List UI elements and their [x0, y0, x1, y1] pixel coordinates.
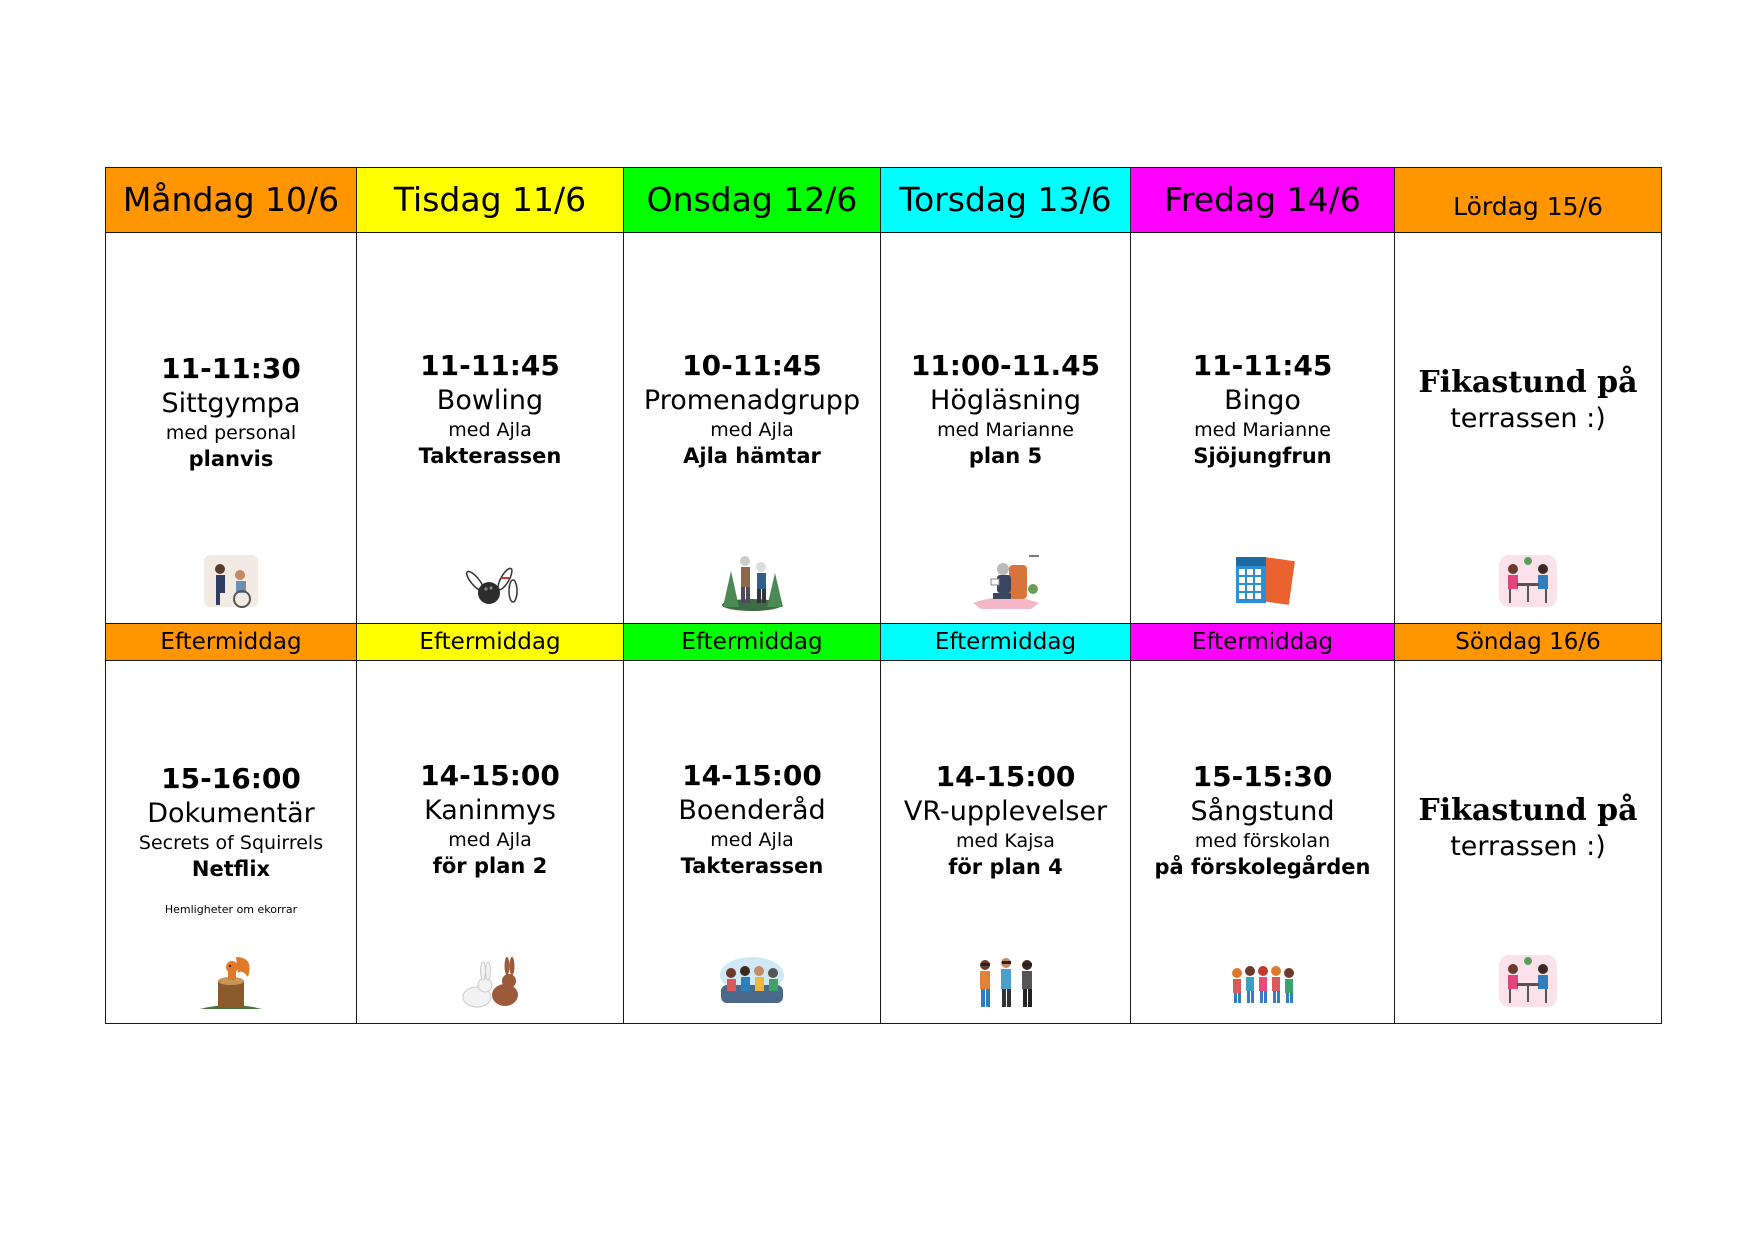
activity-place: plan 5: [968, 444, 1043, 468]
activity-place: Takterassen: [680, 854, 824, 878]
activity-place: Takterassen: [418, 444, 562, 468]
activity-place: Netflix: [191, 857, 271, 881]
section-label: Eftermiddag: [419, 629, 561, 655]
activity-host: med Kajsa: [956, 830, 1055, 852]
section-label: Eftermiddag: [1191, 629, 1334, 655]
vr-headset-people-icon: [971, 951, 1041, 1011]
activity-block: [106, 761, 356, 916]
activity-host: Secrets of Squirrels: [138, 832, 324, 854]
activity-host: med Marianne: [1194, 419, 1331, 441]
activity-name: Bingo: [1224, 385, 1301, 416]
activity-block: [1395, 363, 1661, 435]
section-label: Eftermiddag: [681, 629, 823, 655]
afternoon-header-row: [106, 624, 1662, 661]
day-header-tuesday: [357, 168, 624, 233]
activity-time: 11-11:45: [1192, 349, 1333, 382]
activity-name: Kaninmys: [424, 795, 556, 826]
activity-note: Hemligheter om ekorrar: [164, 903, 298, 916]
day-header-monday: [106, 168, 357, 233]
section-label: Söndag 16/6: [1455, 629, 1601, 655]
bowling-icon: [455, 551, 525, 611]
activity-block: [1131, 759, 1394, 881]
activity-block: [881, 759, 1130, 881]
activity-host: med Ajla: [448, 829, 532, 851]
fika-title: Fikastund på: [1418, 793, 1638, 828]
activity-time: 14-15:00: [935, 760, 1076, 793]
activity-time: 11-11:30: [161, 352, 301, 385]
morning-cell-tuesday: [357, 233, 624, 624]
section-label: Eftermiddag: [160, 629, 302, 655]
bingo-cards-icon: [1228, 551, 1298, 611]
day-header-friday: [1131, 168, 1395, 233]
afternoon-cell-monday: [106, 661, 357, 1024]
activity-time: 15-15:30: [1192, 760, 1333, 793]
cafe-table-icon: [1493, 951, 1563, 1011]
activity-place: på förskolegården: [1154, 855, 1371, 879]
morning-cell-thursday: [881, 233, 1131, 624]
activity-name: Boenderåd: [678, 795, 826, 826]
day-title: Tisdag 11/6: [393, 180, 587, 219]
fika-location: terrassen :): [1450, 403, 1606, 434]
day-title: Torsdag 13/6: [899, 180, 1112, 219]
day-header-saturday: [1395, 168, 1662, 233]
afternoon-header-thursday: [881, 624, 1131, 661]
afternoon-cell-sunday: [1395, 661, 1662, 1024]
day-header-thursday: [881, 168, 1131, 233]
activity-time: 11:00-11.45: [910, 349, 1101, 382]
activity-name: VR-upplevelser: [903, 796, 1108, 827]
activity-name: Sittgympa: [161, 388, 301, 419]
section-label: Eftermiddag: [934, 629, 1077, 655]
activity-place: planvis: [188, 447, 274, 471]
morning-cell-friday: [1131, 233, 1395, 624]
activity-time: 14-15:00: [682, 759, 822, 792]
activity-block: [106, 351, 356, 473]
schedule-table: [105, 167, 1662, 1024]
day-title: Fredag 14/6: [1164, 180, 1361, 219]
activity-block: [881, 348, 1130, 470]
afternoon-header-wednesday: [624, 624, 881, 661]
fika-location: terrassen :): [1450, 831, 1606, 862]
walking-couple-icon: [717, 551, 787, 611]
seated-exercise-icon: [196, 551, 266, 611]
activity-block: [1131, 348, 1394, 470]
activity-name: Promenadgrupp: [643, 385, 861, 416]
children-singing-icon: [1228, 951, 1298, 1011]
activity-place: för plan 4: [948, 855, 1063, 879]
rabbits-icon: [455, 951, 525, 1011]
afternoon-cell-wednesday: [624, 661, 881, 1024]
day-header-sunday: [1395, 624, 1662, 661]
activity-name: Högläsning: [930, 385, 1081, 416]
day-title: Måndag 10/6: [122, 180, 340, 219]
activity-place: Sjöjungfrun: [1193, 444, 1332, 468]
activity-block: [357, 758, 623, 880]
reading-icon: [971, 551, 1041, 611]
activity-name: Sångstund: [1190, 796, 1335, 827]
activity-host: med Ajla: [448, 419, 532, 441]
activity-host: med personal: [165, 422, 297, 444]
morning-cell-wednesday: [624, 233, 881, 624]
morning-row: [106, 233, 1662, 624]
activity-place: för plan 2: [432, 854, 548, 878]
activity-place: Ajla hämtar: [683, 444, 821, 468]
fika-title: Fikastund på: [1418, 365, 1638, 400]
afternoon-cell-friday: [1131, 661, 1395, 1024]
activity-time: 14-15:00: [420, 759, 560, 792]
activity-time: 10-11:45: [682, 349, 822, 382]
activity-block: [624, 758, 880, 880]
day-title: Onsdag 12/6: [646, 180, 858, 219]
activity-block: [357, 348, 623, 470]
afternoon-header-tuesday: [357, 624, 624, 661]
squirrel-icon: [196, 951, 266, 1011]
afternoon-header-monday: [106, 624, 357, 661]
activity-host: med Marianne: [937, 419, 1074, 441]
activity-name: Bowling: [436, 385, 544, 416]
activity-host: med Ajla: [710, 419, 794, 441]
activity-host: med Ajla: [710, 829, 794, 851]
meeting-group-icon: [717, 951, 787, 1011]
day-header-row: [106, 168, 1662, 233]
afternoon-header-friday: [1131, 624, 1395, 661]
morning-cell-monday: [106, 233, 357, 624]
activity-host: med förskolan: [1194, 830, 1331, 852]
activity-time: 11-11:45: [420, 349, 560, 382]
afternoon-cell-thursday: [881, 661, 1131, 1024]
afternoon-row: [106, 661, 1662, 1024]
day-title: Lördag 15/6: [1453, 192, 1603, 221]
activity-name: Dokumentär: [147, 798, 315, 829]
day-header-wednesday: [624, 168, 881, 233]
activity-block: [624, 348, 880, 470]
activity-block: [1395, 791, 1661, 863]
activity-time: 15-16:00: [161, 762, 301, 795]
cafe-table-icon: [1493, 551, 1563, 611]
morning-cell-saturday: [1395, 233, 1662, 624]
afternoon-cell-tuesday: [357, 661, 624, 1024]
